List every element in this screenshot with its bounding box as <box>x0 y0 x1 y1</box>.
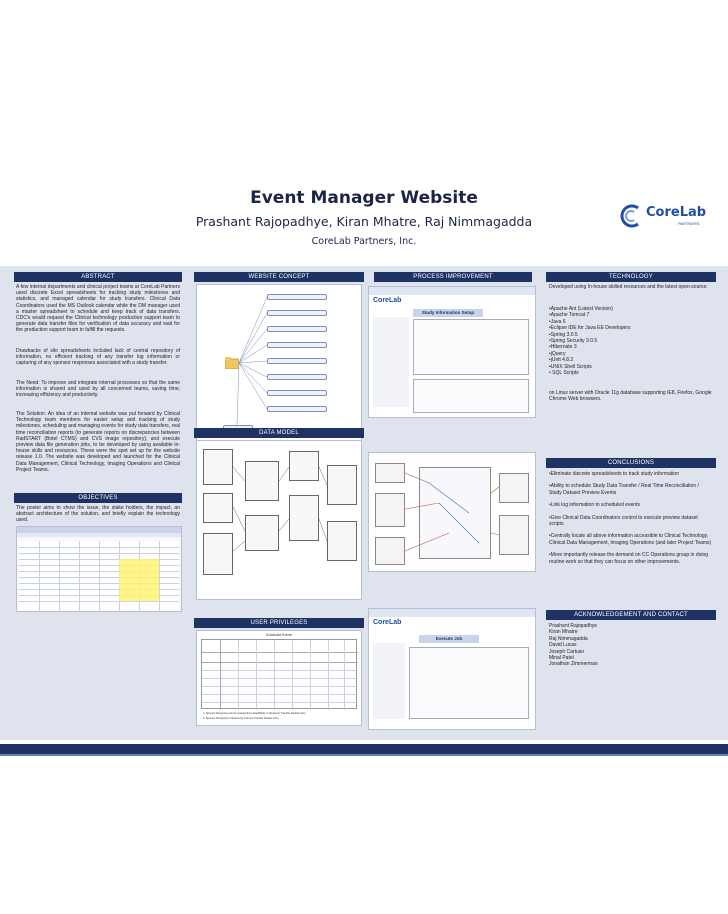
abstract-p4: The Solution: An idea of an internal website was put forward by Clinical Technology team members for easier setup and tracking of study milestones, scheduling and managing events for study data transfers, real time reconciliation reports (to generate reports on discrepancies between RadSTART (Botel CTMS) and CVS image repository), and execute preview data file generation jobs, to be developed by using available in-house skills and resources. These were the spot set up for the website release 1.0. The website was developed and launched for the Clinical Data Management, Clinical Technology, Imaging Operations and Clinical Project Teams. <box>16 411 180 473</box>
tech-item: •Spring 3.0.5 <box>549 331 578 338</box>
abstract-p3: The Need: To improve and integrate internal processes so that the same information is shared and used by all concerned teams, saving time, increasing efficiency and productivity. <box>16 380 180 399</box>
technology-header: TECHNOLOGY <box>546 272 716 282</box>
tech-item: •jUnit 4.8.2 <box>549 357 574 364</box>
acknowledgement-list <box>549 623 713 668</box>
tech-item: • SQL Scripts <box>549 370 579 377</box>
privileges-note-2: 2. Sponsor Response is Read-only in Event Transfer Details entry. <box>203 717 280 720</box>
process-diagram <box>368 452 536 572</box>
tech-item: •Hibernate 3 <box>549 344 577 351</box>
screen1-logo: CoreLab <box>373 297 402 304</box>
tech-item: •Eclipse IDE for Java EE Developers <box>549 325 631 332</box>
data-model-diagram <box>196 440 362 600</box>
user-privileges-table <box>196 630 362 726</box>
conclusions-list <box>549 471 713 565</box>
abstract-p2: Drawbacks of silo spreadsheets included lack of central repository of information, no efficient tracking of any transfer log information or capturing of any sponsor responses associated with a study transfer. <box>16 348 180 367</box>
conclusion-item: •Give Clinical Data Coordinators control to execute preview dataset scripts <box>549 514 698 528</box>
tech-item: •UNIX Shell Scripts <box>549 363 592 370</box>
spreadsheet-screenshot <box>16 526 182 612</box>
conclusion-item: •Link log information to scheduled events <box>549 502 640 509</box>
poster-authors-text: Prashant Rajopadhye, Kiran Mhatre, Raj Nimmagadda <box>195 214 533 229</box>
contact-name: Minal Patel <box>549 655 574 662</box>
process-screenshot-2 <box>368 608 536 730</box>
privileges-table-title: Scheduled Events <box>266 633 292 637</box>
screen2-title: Execute Job <box>419 635 479 643</box>
logo-subtext: PARTNERS <box>678 221 700 226</box>
website-concept-diagram <box>196 284 362 452</box>
conclusion-item: •More importantly release the demand on CC Operations group in doing routine work so that they can focus on other improvements. <box>549 552 709 565</box>
technology-list <box>549 306 713 376</box>
tech-item: •jQuery <box>549 350 566 357</box>
conclusion-item: •Ability to schedule Study Data Transfer / Real Time Reconciliation / Study Dataset Preview Events <box>549 483 699 496</box>
contact-name: Kiran Mhatre <box>549 629 578 636</box>
objectives-text: The poster aims to show the issue, the stake holders, the impact, an abstract architecture of the solution, and briefly explain the technology used. <box>16 505 180 524</box>
poster-footer-line <box>0 754 728 756</box>
technology-outro: on Linux server with Oracle 11g database supporting IE8, Firefox, Google Chrome Web browsers. <box>549 390 712 403</box>
screen2-logo: CoreLab <box>373 619 402 626</box>
acknowledgement-header: ACKNOWLEDGEMENT AND CONTACT <box>546 610 716 620</box>
conclusion-item: •Eliminate discrete spreadsheets to track study information <box>549 471 679 477</box>
process-improvement-header: PROCESS IMPROVEMENT <box>374 272 532 282</box>
tech-item: •Java 6 <box>549 318 566 325</box>
contact-name: Raj Nimmagadda <box>549 635 588 642</box>
contact-name: David Lucas <box>549 642 577 649</box>
corelab-logo-icon <box>618 204 644 228</box>
process-screenshot-1 <box>368 286 536 418</box>
contact-name: Jonathan Zimmerman <box>549 661 598 668</box>
poster-footer-bar <box>0 744 728 754</box>
abstract-header: ABSTRACT <box>14 272 182 282</box>
process-flow-arrows <box>369 453 537 573</box>
poster-affiliation-text: CoreLab Partners, Inc. <box>311 236 417 247</box>
tech-item: •Apache Tomcat 7 <box>549 312 590 319</box>
tech-item: •Spring Security 3.0.5 <box>549 338 598 345</box>
conclusions-header: CONCLUSIONS <box>546 458 716 468</box>
screen1-title: Study Information Setup <box>413 309 483 317</box>
poster-title-text: Event Manager Website <box>250 188 478 208</box>
contact-name: Joseph Cartuso <box>549 648 585 655</box>
user-privileges-header: USER PRIVILEGES <box>194 618 364 628</box>
data-model-links <box>197 441 363 601</box>
website-concept-header: WEBSITE CONCEPT <box>194 272 364 282</box>
tech-item: •Apache Ant (Latest Version) <box>549 306 613 312</box>
contact-name: Prashant Rajopadhye <box>549 623 598 629</box>
privileges-note-1: 1. Sponsor Response can be entered from Read/Write in the Event Transfer Details entry. <box>203 712 306 715</box>
abstract-p1: A few internal departments and clinical project teams at CoreLab Partners used discrete Excel spreadsheets for tracking study milestones and statistics, and managed calendar for study transfers. Clinical Data Coordinators used the MS Outlook calendar while the DM manager used a master spreadsheet to schedule and keep track of data transfers. CDC's would request the Clinical technology production support team to generate data transfer files for verification of data accuracy and wait for the production support team to fulfill the requests. <box>16 284 180 334</box>
poster-header-area <box>0 178 728 266</box>
corelab-logo <box>618 202 706 230</box>
logo-text: CoreLab <box>646 205 707 220</box>
conclusion-item: •Centrally locate all above information accessible to Clinical Technology, Clinical Data Management, Imaging Operations (and later Project Teams) <box>549 533 712 546</box>
data-model-header: DATA MODEL <box>194 428 364 438</box>
technology-intro: Developed using In-house skilled resources and the latest open-source: <box>549 284 708 290</box>
poster <box>0 178 728 740</box>
objectives-header: OBJECTIVES <box>14 493 182 503</box>
